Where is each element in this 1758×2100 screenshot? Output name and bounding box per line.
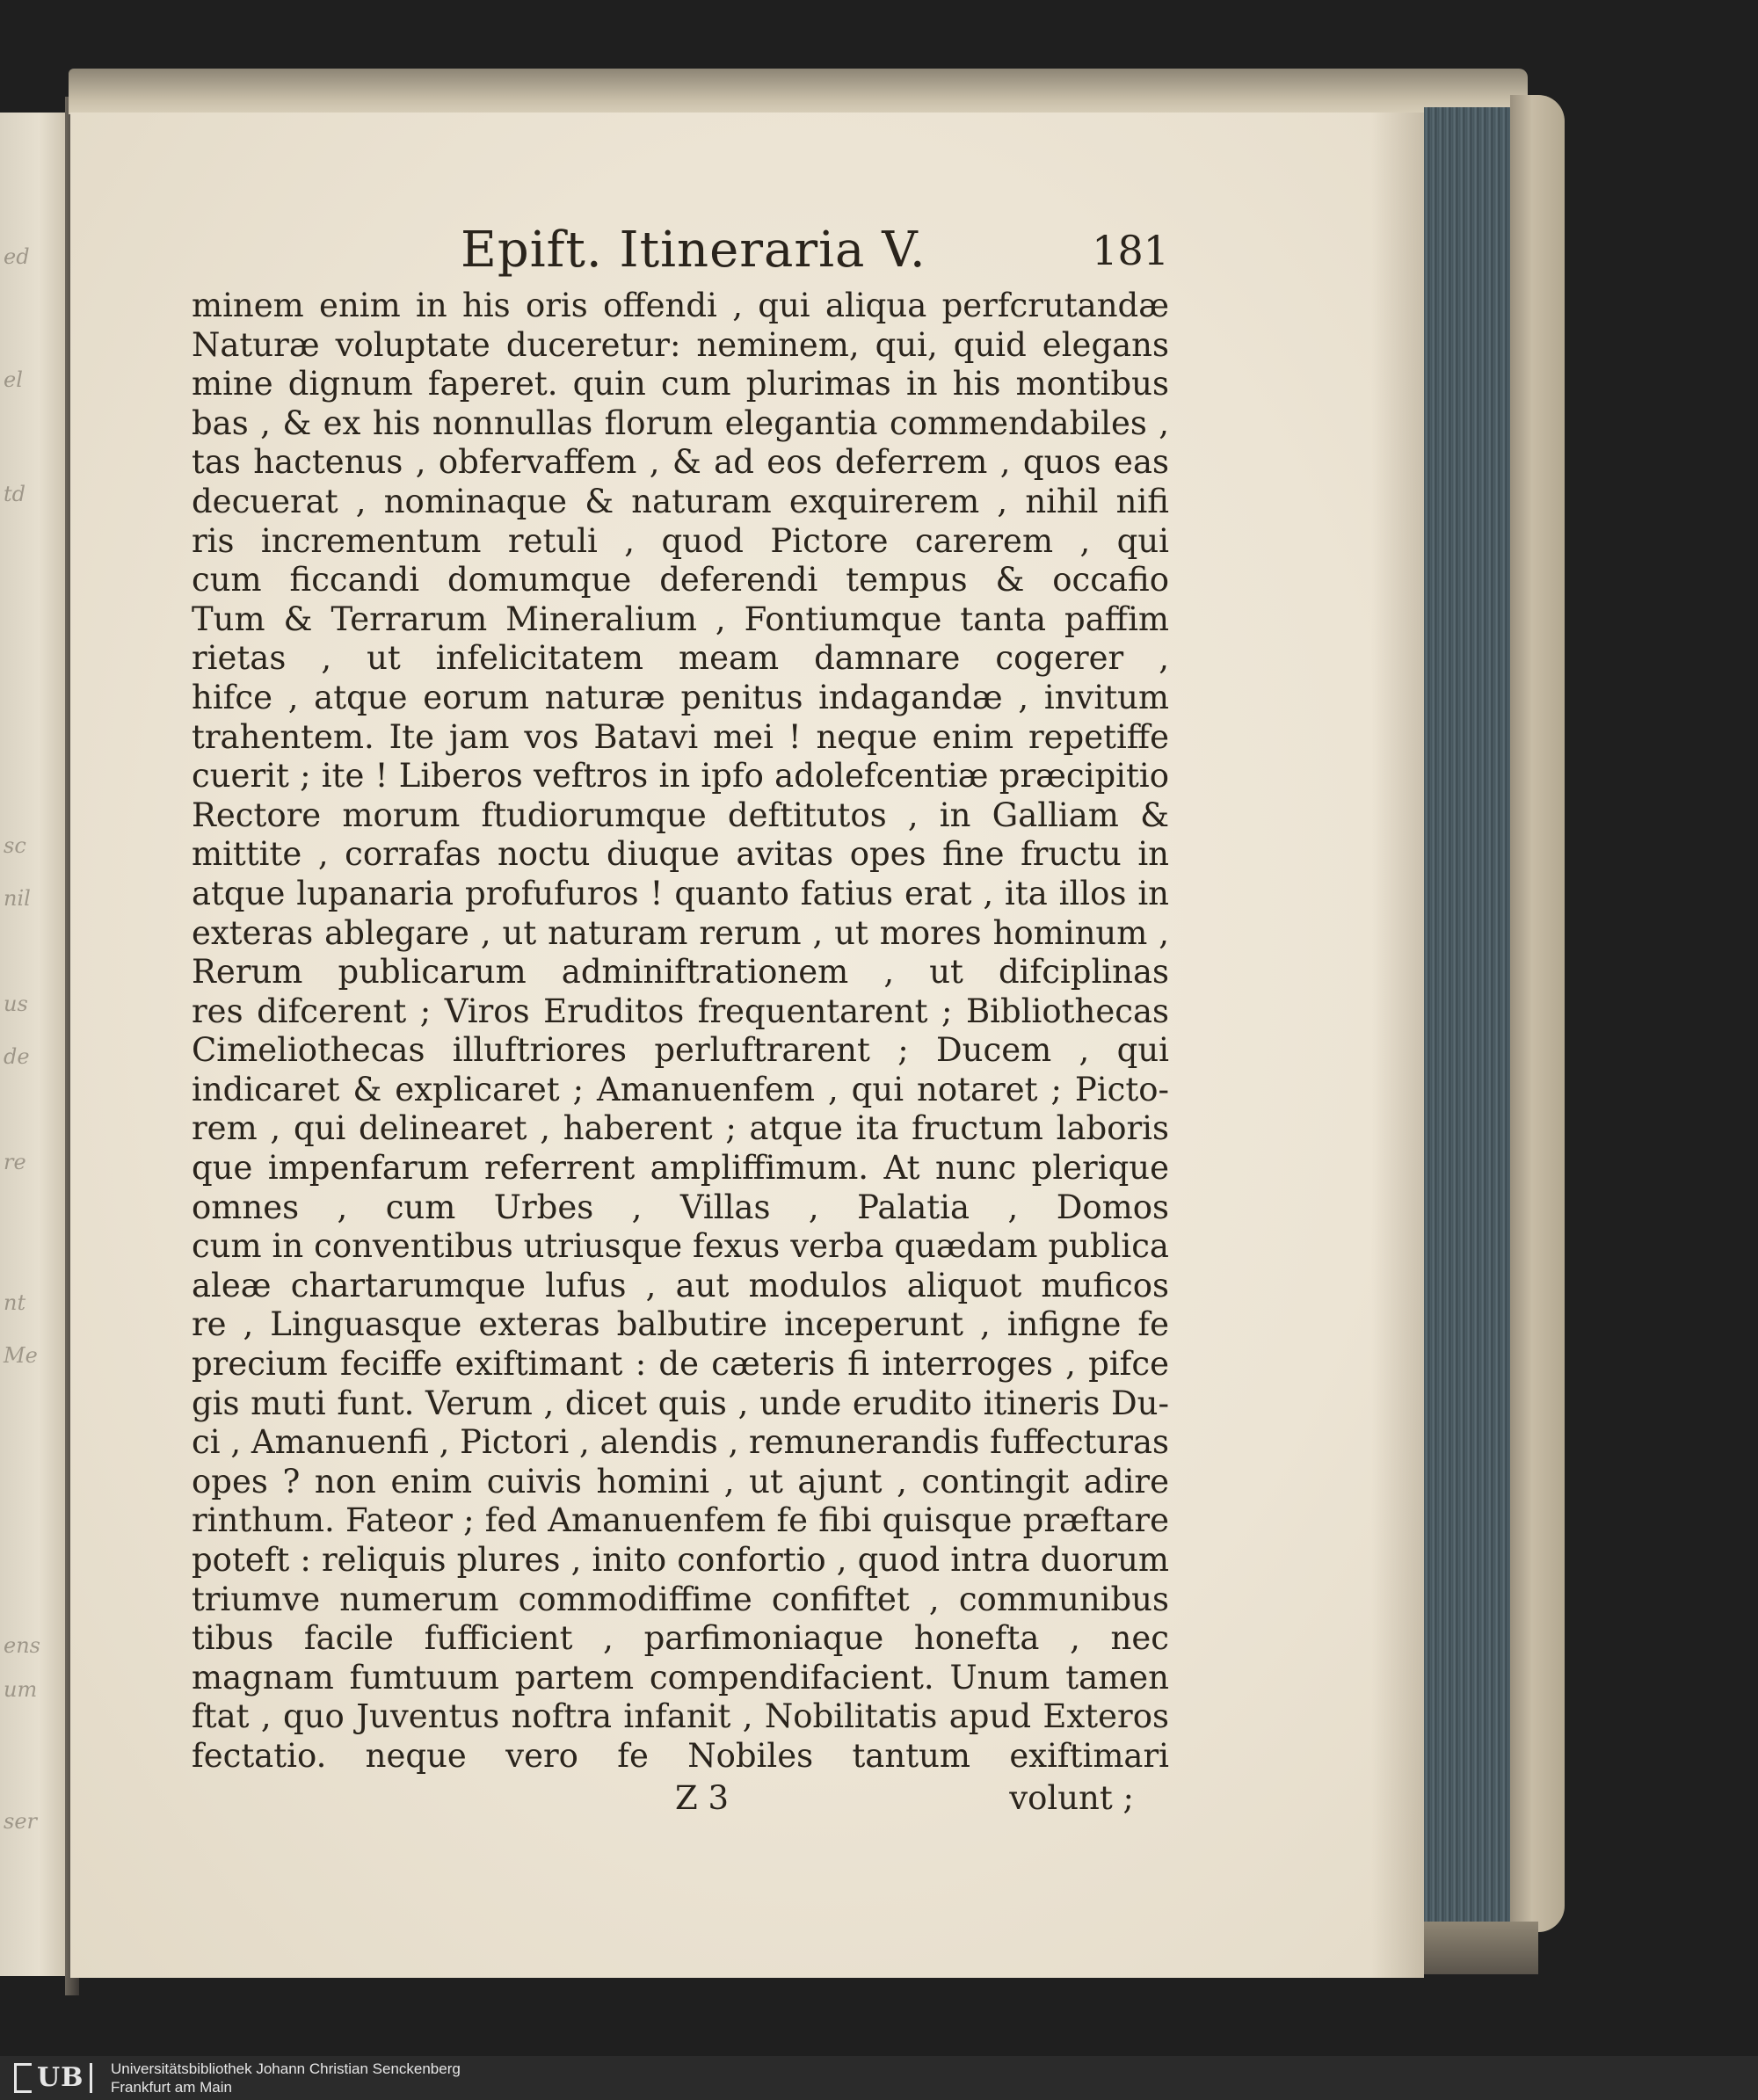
text-line: cum in conventibus utriusque fexus verba quædam publica <box>192 1227 1169 1266</box>
book-cover-bottom <box>1406 1922 1538 1974</box>
margin-fragment: ens <box>4 1633 40 1658</box>
institution-name <box>111 2060 461 2096</box>
text-line: que impenfarum referrent ampliffimum. At nunc plerique <box>192 1149 1169 1188</box>
running-head <box>192 214 1169 287</box>
text-line: Cimeliothecas illuftriores perluftrarent ; Ducem , qui <box>192 1031 1169 1070</box>
signature-mark: Z 3 <box>675 1778 730 1817</box>
text-line: res difcerent ; Viros Eruditos frequentarent ; Bibliothecas <box>192 992 1169 1030</box>
library-footer-bar <box>0 2056 1758 2100</box>
text-line: ris incrementum retuli , quod Pictore carerem , qui <box>192 521 1169 560</box>
text-line: minem enim in his oris offendi , qui aliqua perfcrutandæ <box>192 287 1169 324</box>
text-line: decuerat , nominaque & naturam exquirerem , nihil nifi <box>192 482 1169 520</box>
text-line: magnam fumtuum partem compendifacient. Unum tamen <box>192 1658 1169 1697</box>
page-fore-edge <box>1424 107 1512 1927</box>
catchword: volunt ; <box>1009 1778 1134 1817</box>
margin-fragment: sc <box>4 833 26 858</box>
text-line: triumve numerum commodiffime confiftet , communibus <box>192 1580 1169 1618</box>
text-line: rem , qui delinearet , haberent ; atque ita fructum laboris <box>192 1109 1169 1148</box>
text-line: rietas , ut infelicitatem meam damnare cogerer , <box>192 639 1169 678</box>
body-text <box>192 287 1169 1777</box>
text-line: re , Linguasque exteras balbutire inceperunt , infigne fe <box>192 1305 1169 1344</box>
text-line: aleæ chartarumque lufus , aut modulos aliquot muficos <box>192 1266 1169 1304</box>
institution-line-2: Frankfurt am Main <box>111 2079 232 2096</box>
page-footer <box>192 1777 1169 1820</box>
margin-fragment: td <box>4 482 26 506</box>
margin-fragment: de <box>4 1044 30 1069</box>
margin-fragment: el <box>4 367 23 392</box>
text-line: opes ? non enim cuivis homini , ut ajunt , contingit adire <box>192 1462 1169 1501</box>
text-line: Rerum publicarum adminiftrationem , ut difciplinas <box>192 953 1169 992</box>
text-line: indicaret & explicaret ; Amanuenfem , qui notaret ; Picto- <box>192 1070 1169 1108</box>
text-line: Naturæ voluptate duceretur: neminem, qui, quid elegans <box>192 325 1169 364</box>
text-line: atque lupanaria profufuros ! quanto fatius erat , ita illos in <box>192 874 1169 912</box>
margin-fragment: nil <box>4 886 31 911</box>
margin-fragment: nt <box>4 1290 26 1315</box>
text-line: poteft : reliquis plures , inito confortio , quod intra duorum <box>192 1541 1169 1579</box>
text-line: gis muti funt. Verum , dicet quis , unde erudito itineris Du- <box>192 1384 1169 1422</box>
text-line: fectatio. neque vero fe Nobiles tantum exiftimari <box>192 1736 1169 1775</box>
text-line: trahentem. Ite jam vos Batavi mei ! neque enim repetiffe <box>192 717 1169 756</box>
text-line: tibus facile fufficient , parfimoniaque honefta , nec <box>192 1619 1169 1658</box>
page-text <box>192 214 1169 1820</box>
ub-logo-text: UB <box>37 2063 92 2093</box>
margin-fragment: us <box>4 992 28 1016</box>
margin-fragment: ed <box>4 244 30 269</box>
text-line: bas , & ex his nonnullas florum elegantia commendabiles , <box>192 403 1169 442</box>
text-line: omnes , cum Urbes , Villas , Palatia , Domos <box>192 1188 1169 1226</box>
page-curvature-shade <box>1371 113 1424 1978</box>
margin-fragment: Me <box>4 1343 38 1368</box>
text-line: cum ficcandi domumque deferendi tempus & occafio <box>192 561 1169 599</box>
text-line: Rectore morum ftudiorumque deftitutos , in Galliam & <box>192 796 1169 834</box>
book-cover-right <box>1510 95 1565 1932</box>
text-line: ci , Amanuenfi , Pictori , alendis , remunerandis fuffecturas <box>192 1423 1169 1462</box>
margin-fragment: um <box>4 1677 38 1702</box>
text-line: rinthum. Fateor ; fed Amanuenfem fe fibi quisque præftare <box>192 1501 1169 1540</box>
text-line: precium feciffe exiftimant : de cæteris fi interroges , pifce <box>192 1345 1169 1384</box>
text-line: hifce , atque eorum naturæ penitus indagandæ , invitum <box>192 678 1169 716</box>
book-cover-top <box>69 69 1528 114</box>
text-line: ftat , quo Juventus noftra infanit , Nobilitatis apud Exteros <box>192 1697 1169 1736</box>
margin-fragment: re <box>4 1150 26 1174</box>
text-line: mine dignum faperet. quin cum plurimas in his montibus <box>192 365 1169 403</box>
text-line: tas hactenus , obfervaffem , & ad eos deferrem , quos eas <box>192 443 1169 482</box>
page-number: 181 <box>1092 227 1169 274</box>
running-title: Epift. Itineraria V. <box>461 222 926 279</box>
text-line: exteras ablegare , ut naturam rerum , ut mores hominum , <box>192 913 1169 952</box>
ub-logo <box>14 2061 98 2095</box>
text-line: cuerit ; ite ! Liberos veftros in ipfo adolefcentiæ præcipitio <box>192 757 1169 796</box>
ub-logo-bracket-icon <box>14 2063 32 2093</box>
text-line: mittite , corrafas noctu diuque avitas opes fine fructu in <box>192 835 1169 874</box>
text-line: Tum & Terrarum Mineralium , Fontiumque tanta paffim <box>192 599 1169 638</box>
institution-line-1: Universitätsbibliothek Johann Christian Senckenberg <box>111 2060 461 2077</box>
margin-fragment: ser <box>4 1809 37 1834</box>
previous-page-edge <box>0 113 65 1976</box>
